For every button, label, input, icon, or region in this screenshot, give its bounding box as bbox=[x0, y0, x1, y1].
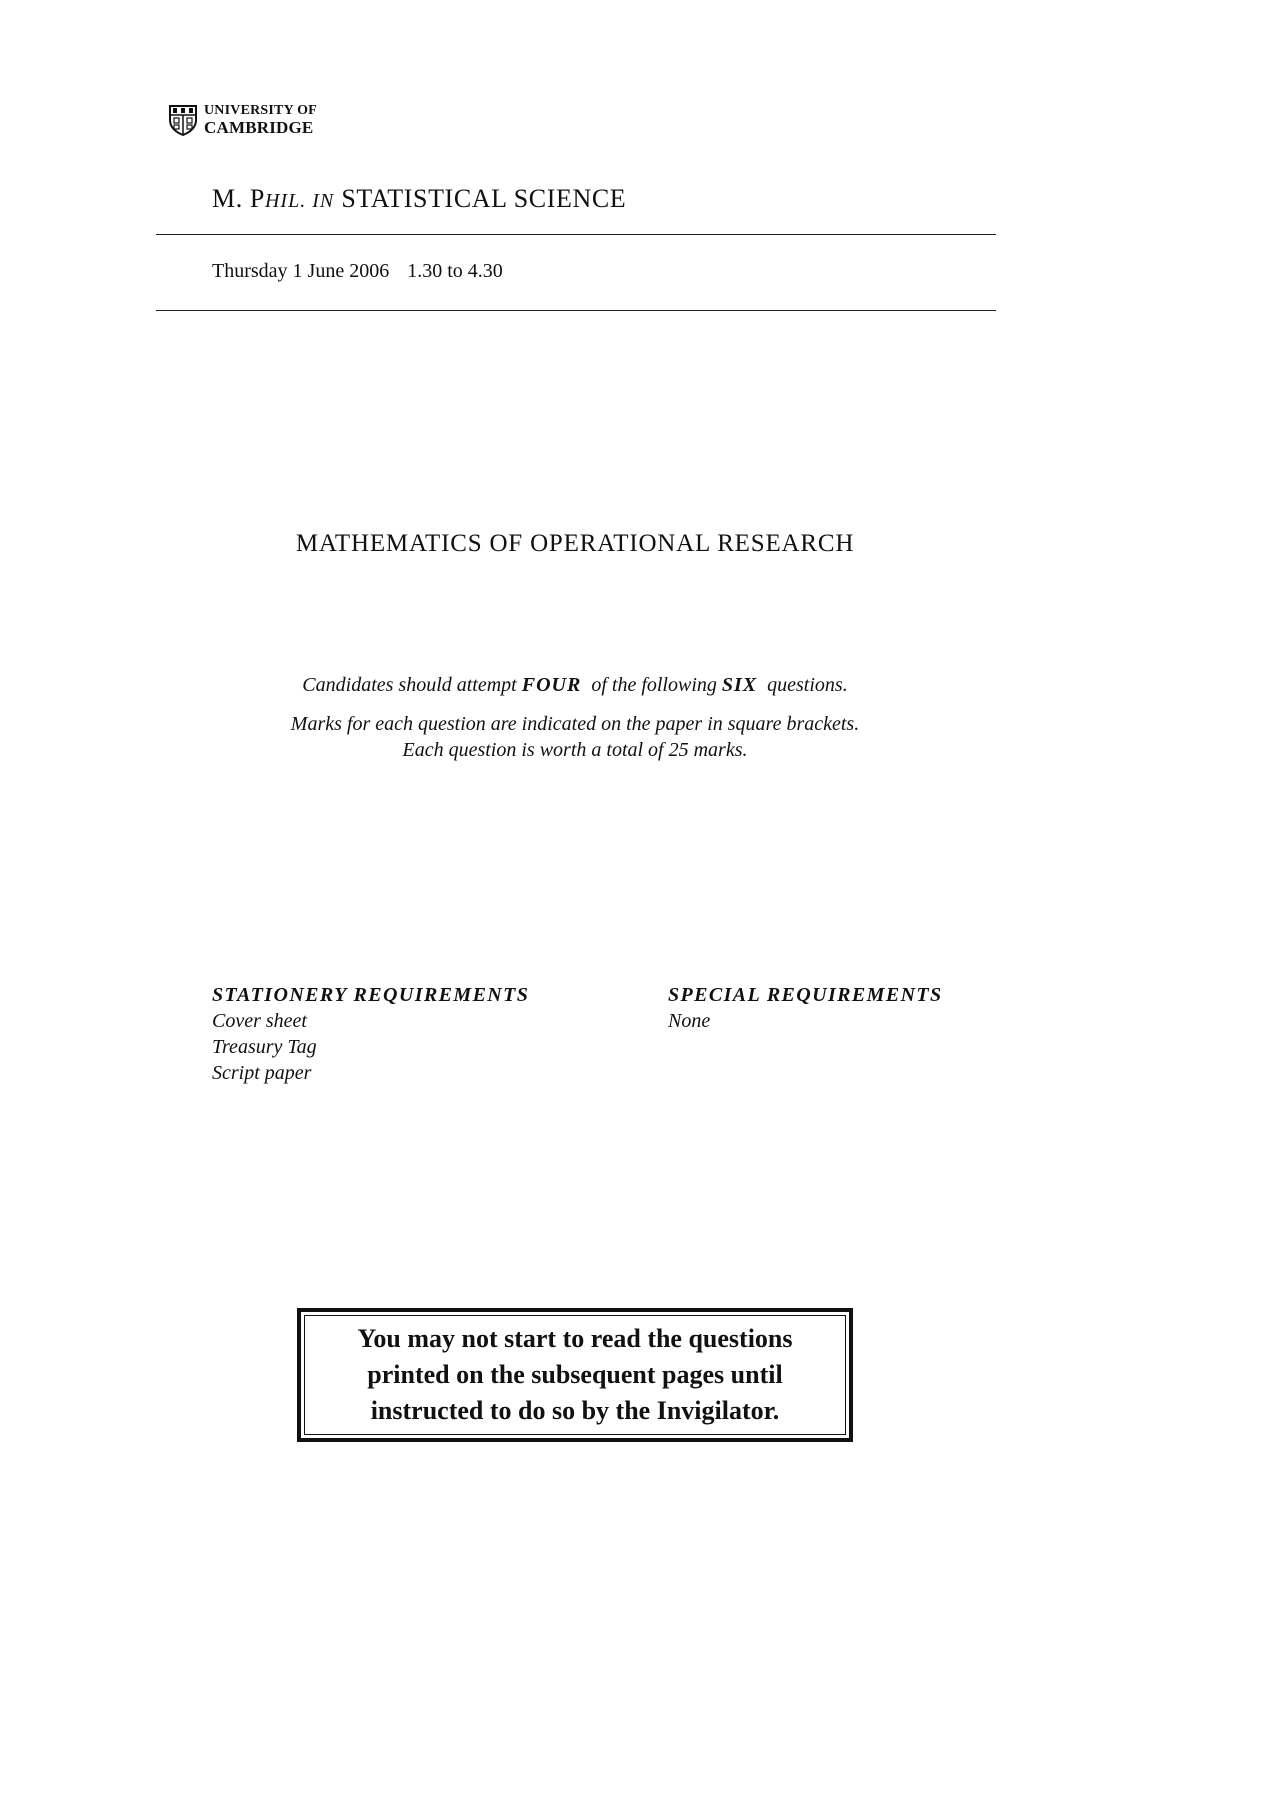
instruction-text: Candidates should attempt bbox=[302, 674, 522, 696]
instruction-text: of the following bbox=[581, 674, 722, 696]
exam-datetime bbox=[212, 260, 503, 283]
university-logo bbox=[168, 104, 317, 137]
special-requirements bbox=[668, 982, 943, 1034]
program-suffix: STATISTICAL SCIENCE bbox=[334, 184, 627, 213]
crest-icon bbox=[168, 104, 198, 136]
exam-date: Thursday 1 June 2006 bbox=[212, 260, 390, 282]
instructions bbox=[0, 672, 1150, 763]
instruction-line-3: Each question is worth a total of 25 marks. bbox=[402, 739, 748, 761]
logo-line-2: CAMBRIDGE bbox=[204, 117, 314, 137]
stationery-requirements bbox=[212, 982, 529, 1086]
instruction-total: SIX bbox=[721, 674, 758, 696]
instruction-line-1 bbox=[0, 672, 1150, 698]
notice-line-1: You may not start to read the questions bbox=[357, 1324, 793, 1353]
instruction-count: FOUR bbox=[521, 674, 582, 696]
logo-text bbox=[204, 104, 317, 137]
special-heading: SPECIAL REQUIREMENTS bbox=[668, 984, 943, 1006]
exam-time: 1.30 to 4.30 bbox=[407, 260, 503, 282]
stationery-heading: STATIONERY REQUIREMENTS bbox=[212, 984, 530, 1006]
top-rule bbox=[156, 234, 996, 235]
logo-line-1: UNIVERSITY OF bbox=[204, 103, 317, 118]
stationery-item: Treasury Tag bbox=[212, 1036, 317, 1058]
stationery-item: Cover sheet bbox=[212, 1010, 307, 1032]
program-prefix: M. P bbox=[212, 184, 265, 213]
stationery-item: Script paper bbox=[212, 1062, 312, 1084]
paper-title: MATHEMATICS OF OPERATIONAL RESEARCH bbox=[295, 530, 855, 557]
special-item: None bbox=[668, 1010, 711, 1032]
instruction-line-2: Marks for each question are indicated on the paper in square brackets. bbox=[290, 713, 860, 735]
notice-inner bbox=[304, 1315, 846, 1435]
bottom-rule bbox=[156, 310, 996, 311]
program-smallcaps: HIL. IN bbox=[264, 190, 335, 212]
instruction-text: questions. bbox=[757, 674, 848, 696]
invigilator-notice bbox=[297, 1308, 853, 1442]
notice-line-2: printed on the subsequent pages until bbox=[367, 1360, 783, 1389]
notice-line-3: instructed to do so by the Invigilator. bbox=[370, 1396, 780, 1425]
program-title bbox=[212, 184, 626, 214]
